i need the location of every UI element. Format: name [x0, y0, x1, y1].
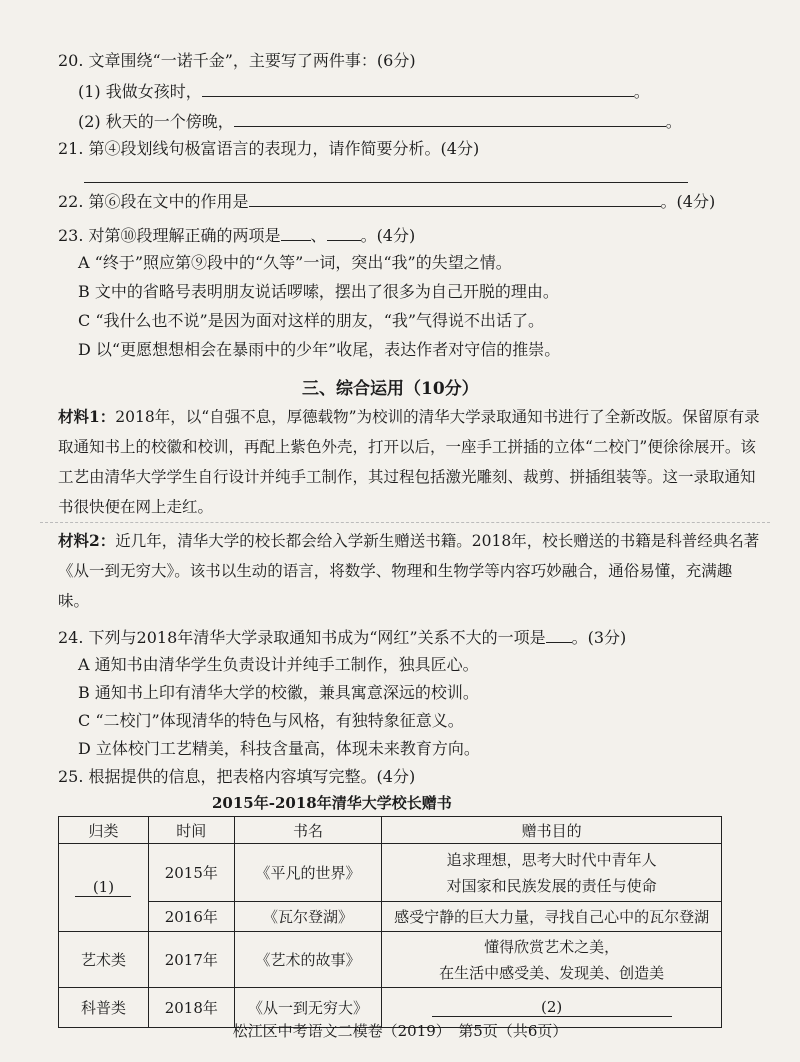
q25-stem: 25. 根据提供的信息，把表格内容填写完整。(4分) [58, 767, 416, 786]
q20-item2-blank[interactable] [234, 110, 666, 127]
book-table [58, 816, 722, 1028]
table-row [59, 844, 722, 902]
q20-item1-label: (1) 我做女孩时， [78, 82, 202, 101]
q23-option-d: D 以“更愿想想相会在暴雨中的少年”收尾，表达作者对守信的推崇。 [78, 340, 561, 359]
q23-stem: 23. 对第⑩段理解正确的两项是 [58, 226, 281, 245]
cell-book: 《艺术的故事》 [234, 932, 382, 988]
cell-category: 艺术类 [59, 932, 149, 988]
page-footer: 松江区中考语文二模卷（2019） 第5页（共6页） [232, 1022, 568, 1040]
q24-option-b: B 通知书上印有清华大学的校徽，兼具寓意深远的校训。 [78, 683, 479, 702]
purpose-line-2: 在生活中感受美、发现美、创造美 [439, 963, 665, 982]
q23-option-c: C “我什么也不说”是因为面对这样的朋友，“我”气得说不出话了。 [78, 311, 545, 330]
material-divider [40, 522, 770, 523]
cell-purpose [382, 932, 722, 988]
q23-option-b: B 文中的省略号表明朋友说话啰嗦，摆出了很多为自己开脱的理由。 [78, 282, 559, 301]
cell-book: 《平凡的世界》 [234, 844, 382, 902]
q24-stem: 24. 下列与2018年清华大学录取通知书成为“网红”关系不大的一项是 [58, 628, 546, 647]
table-row [59, 902, 722, 932]
table-header-row [59, 817, 722, 844]
material-2-label: 材料2： [58, 531, 116, 550]
purpose-line-2: 对国家和民族发展的责任与使命 [446, 876, 657, 895]
cell-year: 2018年 [148, 988, 234, 1028]
q22-end: 。(4分) [660, 192, 716, 211]
q23-sep: 、 [310, 226, 327, 245]
q20-item1-end: 。 [633, 82, 650, 101]
q21-answer-line[interactable] [84, 182, 688, 183]
cell-category: 科普类 [59, 988, 149, 1028]
q23-option-a: A “终于”照应第⑨段中的“久等”一词，突出“我”的失望之情。 [78, 253, 512, 272]
material-2 [58, 526, 762, 616]
q20-item1-blank[interactable] [202, 80, 634, 97]
header-book: 书名 [234, 817, 382, 844]
q23-stem-row [58, 224, 415, 247]
q23-blank-2[interactable] [327, 224, 361, 241]
table-title: 2015年-2018年清华大学校长赠书 [212, 794, 452, 812]
q24-stem-row [58, 626, 626, 649]
purpose-line-1: 追求理想，思考大时代中青年人 [446, 850, 657, 869]
q22-stem: 22. 第⑥段在文中的作用是 [58, 192, 249, 211]
material-2-text: 近几年，清华大学的校长都会给入学新生赠送书籍。2018年，校长赠送的书籍是科普经典名著《从一到无穷大》。该书以生动的语言，将数学、物理和生物学等内容巧妙融合，通俗易懂，充满趣味。 [58, 532, 760, 610]
q20-item2-label: (2) 秋天的一个傍晚， [78, 112, 234, 131]
q21-stem: 21. 第④段划线句极富语言的表现力，请作简要分析。(4分) [58, 139, 480, 158]
header-year: 时间 [148, 817, 234, 844]
header-purpose: 赠书目的 [382, 817, 722, 844]
q20-item2-end: 。 [665, 112, 682, 131]
q23-blank-1[interactable] [281, 224, 311, 241]
cell-book: 《瓦尔登湖》 [234, 902, 382, 932]
q22-blank[interactable] [249, 190, 661, 207]
blank-1[interactable]: (1) [75, 878, 131, 897]
q22-stem-row [58, 190, 715, 213]
cell-book: 《从一到无穷大》 [234, 988, 382, 1028]
q24-option-a: A 通知书由清华学生负责设计并纯手工制作，独具匠心。 [78, 655, 479, 674]
material-1-text: 2018年，以“自强不息，厚德载物”为校训的清华大学录取通知书进行了全新改版。保留原有录取通知书上的校徽和校训，再配上紫色外壳，打开以后，一座手工拼插的立体“二校门”便徐徐展开。该工艺由清华大学学生自行设计并纯手工制作，其过程包括激光雕刻、裁剪、拼插组装等。这一录取通知书很快便在网上走红。 [58, 408, 760, 516]
q20-item1 [78, 80, 650, 103]
cell-year: 2015年 [148, 844, 234, 902]
material-1 [58, 402, 762, 522]
cell-category-blank[interactable] [59, 844, 149, 932]
q20-item2 [78, 110, 682, 133]
q23-score: 。(4分) [360, 226, 416, 245]
material-1-label: 材料1： [58, 407, 116, 426]
header-category: 归类 [59, 817, 149, 844]
cell-year: 2016年 [148, 902, 234, 932]
q24-blank[interactable] [546, 626, 572, 643]
q24-score: 。(3分) [571, 628, 627, 647]
section-title: 三、综合运用（10分） [302, 379, 479, 399]
blank-2[interactable]: (2) [432, 998, 672, 1017]
cell-year: 2017年 [148, 932, 234, 988]
q20-stem: 20. 文章围绕“一诺千金”，主要写了两件事：(6分) [58, 51, 416, 70]
table-row [59, 932, 722, 988]
cell-purpose: 感受宁静的巨大力量，寻找自己心中的瓦尔登湖 [382, 902, 722, 932]
cell-purpose [382, 844, 722, 902]
q24-option-d: D 立体校门工艺精美，科技含量高，体现未来教育方向。 [78, 739, 480, 758]
q24-option-c: C “二校门”体现清华的特色与风格，有独特象征意义。 [78, 711, 464, 730]
purpose-line-1: 懂得欣赏艺术之美， [484, 937, 620, 956]
